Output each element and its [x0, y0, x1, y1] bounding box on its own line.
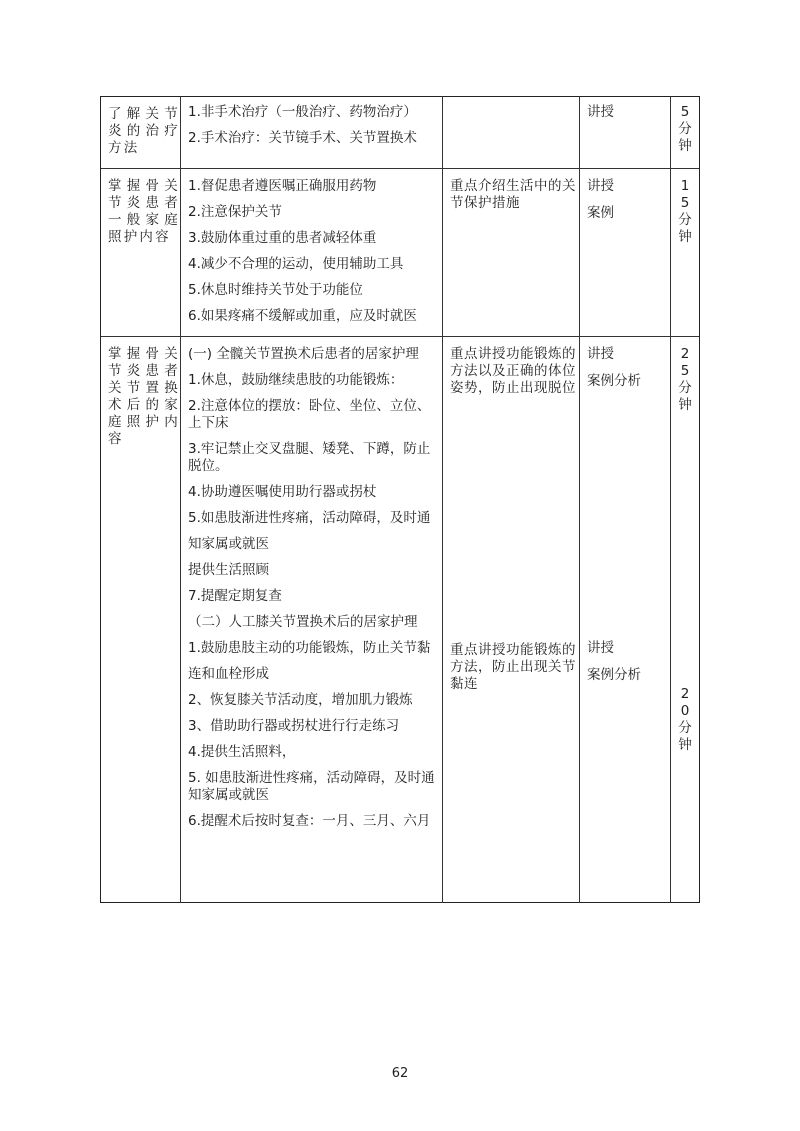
row2-objective: 掌握骨关节炎患者一般家庭照护内容	[108, 178, 180, 245]
time-char: 0	[680, 703, 690, 719]
row3-focus-knee: 重点讲授功能锻炼的方法，防止出现关节黏连	[450, 642, 576, 692]
row2-method	[587, 178, 667, 232]
content-line: 3.牢记禁止交叉盘腿、矮凳、下蹲，防止脱位。	[188, 441, 431, 474]
content-line: 连和血栓形成	[188, 666, 269, 682]
lesson-plan-table	[100, 96, 700, 903]
method-line: 讲授	[587, 640, 614, 656]
time-char: 2	[680, 686, 690, 702]
column-divider	[579, 96, 580, 903]
time-char: 1	[680, 178, 690, 194]
time-char: 分	[678, 380, 692, 396]
time-char: 钟	[678, 229, 692, 245]
row3-time-knee	[678, 686, 692, 754]
content-line: 1.非手术治疗（一般治疗、药物治疗）	[188, 104, 417, 120]
row2-time	[678, 178, 692, 246]
time-char: 钟	[678, 397, 692, 413]
content-line: 2、恢复膝关节活动度，增加肌力锻炼	[188, 692, 413, 708]
time-char: 5	[680, 363, 690, 379]
content-line: 提供生活照顾	[188, 562, 269, 578]
content-line: 1.督促患者遵医嘱正确服用药物	[188, 178, 377, 194]
content-line: 5.如患肢渐进性疼痛，活动障碍，及时通	[188, 510, 431, 526]
content-line: 4.协助遵医嘱使用助行器或拐杖	[188, 484, 377, 500]
row-divider	[100, 168, 700, 169]
time-char: 5	[680, 104, 690, 120]
method-line: 讲授	[587, 346, 614, 362]
row1-method	[587, 104, 667, 131]
content-line: 6.提醒术后按时复查：一月、三月、六月	[188, 813, 431, 829]
content-line: 7.提醒定期复查	[188, 588, 282, 604]
column-divider	[180, 96, 181, 903]
method-line: 讲授	[587, 104, 614, 120]
content-line: 3.鼓励体重过重的患者减轻体重	[188, 230, 377, 246]
content-line: 3、借助助行器或拐杖进行行走练习	[188, 718, 400, 734]
row3-method-hip	[587, 346, 667, 400]
row-divider	[100, 336, 700, 337]
row1-time	[678, 104, 692, 155]
content-line: 1.鼓励患肢主动的功能锻炼，防止关节黏	[188, 640, 431, 656]
method-line: 讲授	[587, 178, 614, 194]
content-line: 2.注意保护关节	[188, 204, 282, 220]
row3-time-hip	[678, 346, 692, 414]
table-border-top	[100, 96, 700, 97]
column-divider	[670, 96, 671, 903]
content-line: 4.提供生活照料，	[188, 744, 296, 760]
row1-content	[188, 104, 440, 156]
content-line: 5. 如患肢渐进性疼痛，活动障碍，及时通知家属或就医	[188, 770, 435, 803]
row1-objective: 了解关节炎的治疗方法	[108, 106, 180, 156]
time-char: 分	[678, 720, 692, 736]
method-line: 案例分析	[587, 667, 641, 683]
table-border-bottom	[100, 902, 700, 903]
row3-method-knee	[587, 640, 667, 694]
time-char: 钟	[678, 138, 692, 154]
row3-content	[188, 346, 440, 839]
time-char: 2	[680, 346, 690, 362]
content-line: 6.如果疼痛不缓解或加重，应及时就医	[188, 308, 417, 324]
row3-focus-hip: 重点讲授功能锻炼的方法以及正确的体位姿势，防止出现脱位	[450, 346, 576, 396]
content-line: （二）人工膝关节置换术后的居家护理	[188, 614, 418, 630]
content-line: 1.休息，鼓励继续患肢的功能锻炼：	[188, 372, 404, 388]
content-line: 2.注意体位的摆放：卧位、坐位、立位、上下床	[188, 398, 431, 431]
content-line: (一) 全髋关节置换术后患者的居家护理	[188, 346, 419, 362]
content-line: 4.减少不合理的运动，使用辅助工具	[188, 256, 404, 272]
time-char: 5	[680, 195, 690, 211]
row3-objective: 掌握骨关节炎患者关节置换术后的家庭照护内容	[108, 346, 180, 447]
row2-focus: 重点介绍生活中的关节保护措施	[450, 178, 576, 211]
time-char: 钟	[678, 737, 692, 753]
time-char: 分	[678, 212, 692, 228]
table-border-right	[699, 96, 700, 903]
time-char: 分	[678, 121, 692, 137]
column-divider	[442, 96, 443, 903]
method-line: 案例	[587, 205, 614, 221]
content-line: 2.手术治疗：关节镜手术、关节置换术	[188, 130, 417, 146]
page-number: 62	[391, 1066, 409, 1081]
method-line: 案例分析	[587, 373, 641, 389]
table-border-left	[100, 96, 101, 903]
content-line: 知家属或就医	[188, 536, 269, 552]
content-line: 5.休息时维持关节处于功能位	[188, 282, 363, 298]
row2-content	[188, 178, 440, 334]
